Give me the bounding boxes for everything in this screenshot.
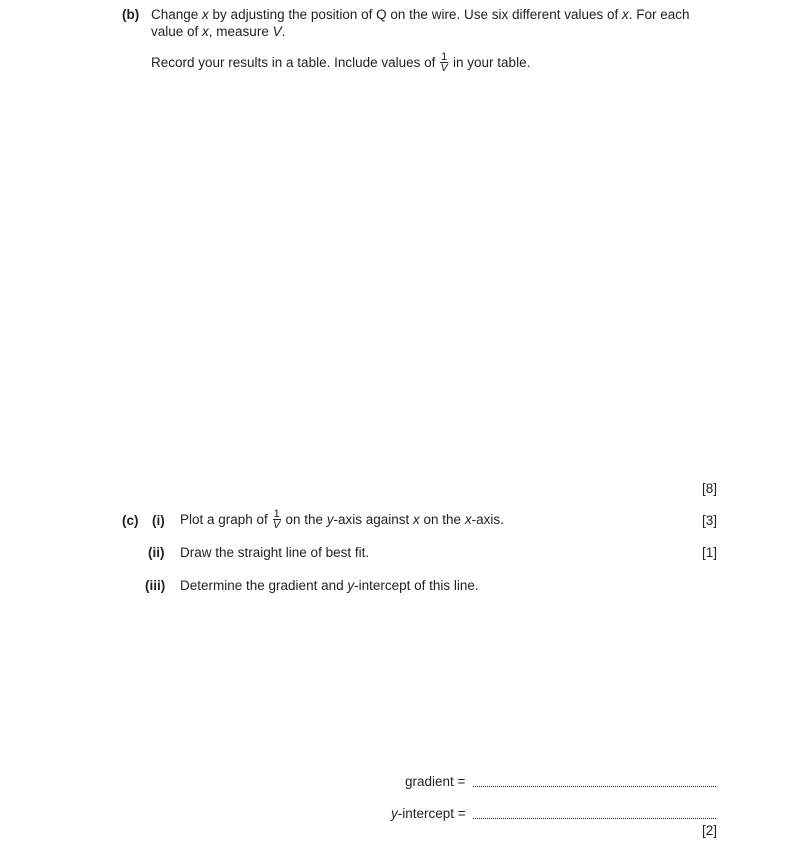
- part-c-iii-label: (iii): [145, 578, 166, 593]
- part-c-ii-label: (ii): [148, 545, 165, 560]
- part-b-line2: value of x, measure V.: [151, 24, 286, 39]
- part-c-i-marks: [3]: [701, 513, 717, 528]
- part-c-iii-text: Determine the gradient and y-intercept of this line.: [180, 578, 479, 593]
- part-c-iii-marks: [2]: [701, 823, 717, 838]
- part-b-marks: [8]: [701, 481, 717, 496]
- fraction-1-over-v: $\frac{1}{V}$: [272, 508, 281, 531]
- y-intercept-label: y-intercept =: [391, 806, 466, 821]
- part-c-ii-text: Draw the straight line of best fit.: [180, 545, 370, 560]
- part-c-label: (c): [122, 513, 139, 528]
- gradient-label: gradient =: [405, 774, 466, 789]
- gradient-answer-line[interactable]: [473, 778, 716, 787]
- fraction-1-over-v: $\frac{1}{V}$: [440, 51, 448, 74]
- part-b-record-instruction: Record your results in a table. Include values of $\frac{1}{V}$ in your table.: [151, 51, 531, 74]
- part-c-i-label: (i): [152, 513, 165, 528]
- y-intercept-answer-line[interactable]: [473, 810, 716, 819]
- part-b-label: (b): [122, 7, 140, 22]
- part-c-ii-marks: [1]: [701, 545, 717, 560]
- part-b-line1: Change x by adjusting the position of Q on the wire. Use six different values of x. For each: [151, 7, 690, 22]
- part-c-i-text: Plot a graph of $\frac{1}{V}$ on the y-axis against x on the x-axis.: [180, 508, 504, 531]
